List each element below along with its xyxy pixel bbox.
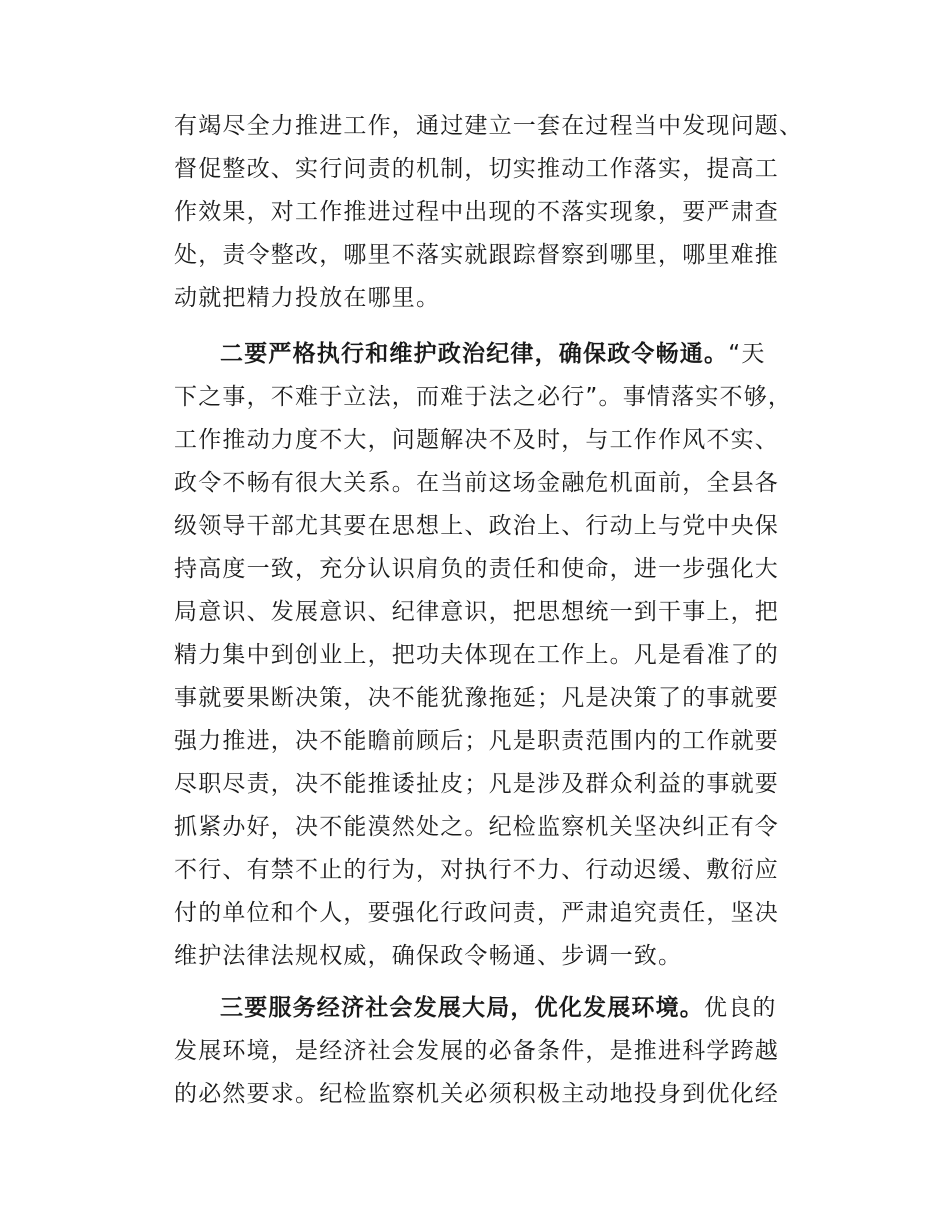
paragraph-first-line: [174, 333, 798, 376]
paragraph-3: [174, 987, 798, 1116]
paragraph-heading: 二要严格执行和维护政治纪律，确保政令畅通。: [220, 341, 729, 367]
paragraph-2: [174, 333, 798, 978]
paragraph-line: 局意识、发展意识、纪律意识，把思想统一到干事上，把: [174, 599, 779, 625]
paragraph-line: 持高度一致，充分认识肩负的责任和使命，进一步强化大: [174, 556, 779, 582]
paragraph-line: 动就把精力投放在哪里。: [174, 285, 441, 311]
paragraph-line: 不行、有禁不止的行为，对执行不力、行动迟缓、敷衍应: [174, 857, 779, 883]
paragraph-line: 精力集中到创业上，把功夫体现在工作上。凡是看准了的: [174, 642, 779, 668]
paragraph-first-line-rest: 优良的: [704, 995, 777, 1021]
paragraph-line: 处，责令整改，哪里不落实就跟踪督察到哪里，哪里难推: [174, 242, 779, 268]
paragraph-line: 工作推动力度不大，问题解决不及时，与工作作风不实、: [174, 427, 779, 453]
paragraph-line: 督促整改、实行问责的机制，切实推动工作落实，提高工: [174, 156, 779, 182]
paragraph-line: 有竭尽全力推进工作，通过建立一套在过程当中发现问题、: [174, 113, 804, 139]
paragraph-line: 的必然要求。纪检监察机关必须积极主动地投身到优化经: [174, 1081, 779, 1107]
paragraph-line: 付的单位和个人，要强化行政问责，严肃追究责任，坚决: [174, 900, 779, 926]
paragraph-line: 发展环境，是经济社会发展的必备条件，是推进科学跨越: [174, 1038, 779, 1064]
paragraph-line: 强力推进，决不能瞻前顾后；凡是职责范围内的工作就要: [174, 728, 779, 754]
paragraph-line: 下之事，不难于立法，而难于法之必行”。事情落实不够，: [174, 384, 793, 410]
paragraph-first-line: [174, 987, 798, 1030]
paragraph-first-line-rest: “天: [728, 341, 766, 367]
paragraph-heading: 三要服务经济社会发展大局，优化发展环境。: [220, 995, 704, 1021]
paragraph-line: 级领导干部尤其要在思想上、政治上、行动上与党中央保: [174, 513, 779, 539]
paragraph-line: 政令不畅有很大关系。在当前这场金融危机面前，全县各: [174, 470, 779, 496]
paragraph-line: 事就要果断决策，决不能犹豫拖延；凡是决策了的事就要: [174, 685, 779, 711]
paragraph-line: 抓紧办好，决不能漠然处之。纪检监察机关坚决纠正有令: [174, 814, 779, 840]
paragraph-line: 维护法律法规权威，确保政令畅通、步调一致。: [174, 943, 683, 969]
paragraph-1: [174, 105, 804, 320]
paragraph-line: 作效果，对工作推进过程中出现的不落实现象，要严肃查: [174, 199, 779, 225]
paragraph-line: 尽职尽责，决不能推诿扯皮；凡是涉及群众利益的事就要: [174, 771, 779, 797]
